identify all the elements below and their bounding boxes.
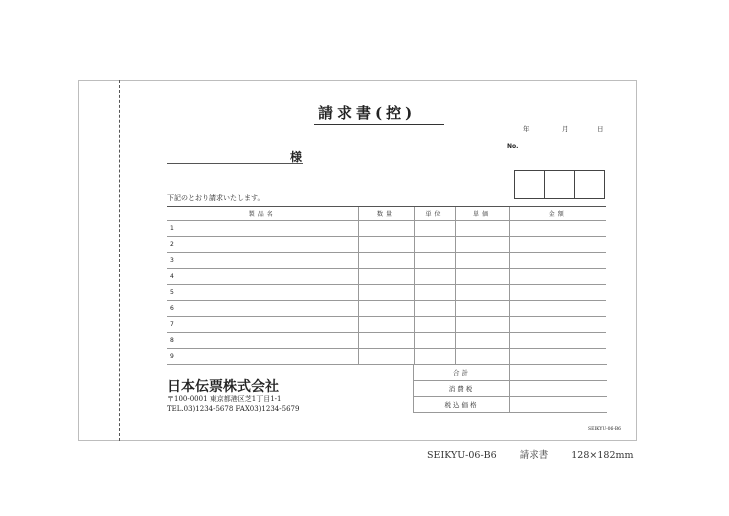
footer-code: SEIKYU-06-B6 [427, 450, 497, 461]
unit-price-cell[interactable] [455, 317, 509, 333]
row-number: 4 [167, 269, 358, 285]
title-underline [314, 124, 444, 125]
form-code-small: SEIKYU-06-B6 [588, 427, 622, 432]
subtotal-value[interactable] [510, 365, 607, 381]
customer-name-line [167, 163, 303, 164]
table-row [167, 285, 606, 301]
unit-price-cell[interactable] [455, 333, 509, 349]
unit-cell[interactable] [414, 301, 455, 317]
totals-table [413, 364, 607, 413]
stamp-box [574, 171, 604, 198]
unit-price-cell[interactable] [455, 301, 509, 317]
quantity-cell[interactable] [358, 349, 414, 365]
unit-price-cell[interactable] [455, 221, 509, 237]
table-row [167, 349, 606, 365]
table-row [167, 301, 606, 317]
unit-cell[interactable] [414, 333, 455, 349]
amount-cell[interactable] [509, 301, 606, 317]
unit-cell[interactable] [414, 237, 455, 253]
unit-price-cell[interactable] [455, 285, 509, 301]
col-unit-price: 単価 [455, 207, 509, 221]
unit-cell[interactable] [414, 349, 455, 365]
stamp-box [544, 171, 574, 198]
date-day-label: 日 [597, 125, 604, 133]
stamp-box [515, 171, 544, 198]
amount-cell[interactable] [509, 269, 606, 285]
company-name: 日本伝票株式会社 [167, 379, 279, 395]
table-row [414, 381, 607, 397]
total-label: 税込価格 [414, 397, 510, 413]
date-month-label: 月 [562, 125, 569, 133]
table-row [167, 237, 606, 253]
quantity-cell[interactable] [358, 333, 414, 349]
footer-name: 請求書 [519, 450, 549, 461]
unit-cell[interactable] [414, 269, 455, 285]
amount-cell[interactable] [509, 317, 606, 333]
unit-price-cell[interactable] [455, 237, 509, 253]
table-row [167, 317, 606, 333]
quantity-cell[interactable] [358, 285, 414, 301]
amount-cell[interactable] [509, 349, 606, 365]
unit-cell[interactable] [414, 253, 455, 269]
table-row [167, 333, 606, 349]
unit-cell[interactable] [414, 317, 455, 333]
row-number: 5 [167, 285, 358, 301]
unit-cell[interactable] [414, 221, 455, 237]
row-number: 7 [167, 317, 358, 333]
unit-price-cell[interactable] [455, 349, 509, 365]
row-number: 9 [167, 349, 358, 365]
table-row [414, 397, 607, 413]
row-number: 8 [167, 333, 358, 349]
table-row [167, 269, 606, 285]
quantity-cell[interactable] [358, 237, 414, 253]
amount-cell[interactable] [509, 253, 606, 269]
unit-price-cell[interactable] [455, 253, 509, 269]
company-contact: TEL.03)1234-5678 FAX03)1234-5679 [167, 405, 300, 413]
items-table [167, 206, 606, 365]
col-quantity: 数量 [358, 207, 414, 221]
amount-cell[interactable] [509, 221, 606, 237]
total-value[interactable] [510, 397, 607, 413]
amount-cell[interactable] [509, 285, 606, 301]
unit-price-cell[interactable] [455, 269, 509, 285]
table-row [167, 221, 606, 237]
col-amount: 金額 [509, 207, 606, 221]
row-number: 1 [167, 221, 358, 237]
intro-text: 下記のとおり請求いたします。 [167, 194, 265, 202]
document-title: 請求書(控) [318, 104, 417, 122]
amount-cell[interactable] [509, 237, 606, 253]
table-row [167, 253, 606, 269]
company-address-block [167, 394, 299, 414]
quantity-cell[interactable] [358, 253, 414, 269]
row-number: 6 [167, 301, 358, 317]
stamp-boxes [514, 170, 605, 199]
table-header-row [167, 207, 606, 221]
quantity-cell[interactable] [358, 221, 414, 237]
quantity-cell[interactable] [358, 301, 414, 317]
quantity-cell[interactable] [358, 317, 414, 333]
quantity-cell[interactable] [358, 269, 414, 285]
col-unit: 単位 [414, 207, 455, 221]
company-address: 〒100-0001 東京都港区芝1丁目1-1 [167, 395, 282, 403]
tax-label: 消費税 [414, 381, 510, 397]
row-number: 2 [167, 237, 358, 253]
col-product: 製品名 [167, 207, 358, 221]
number-label: No. [507, 143, 519, 150]
tax-value[interactable] [510, 381, 607, 397]
footer [427, 447, 654, 461]
table-row [414, 365, 607, 381]
customer-suffix: 様 [290, 150, 303, 164]
date-year-label: 年 [523, 125, 530, 133]
amount-cell[interactable] [509, 333, 606, 349]
row-number: 3 [167, 253, 358, 269]
unit-cell[interactable] [414, 285, 455, 301]
perforation-line [119, 80, 120, 441]
footer-size: 128×182mm [571, 450, 634, 461]
subtotal-label: 合計 [414, 365, 510, 381]
